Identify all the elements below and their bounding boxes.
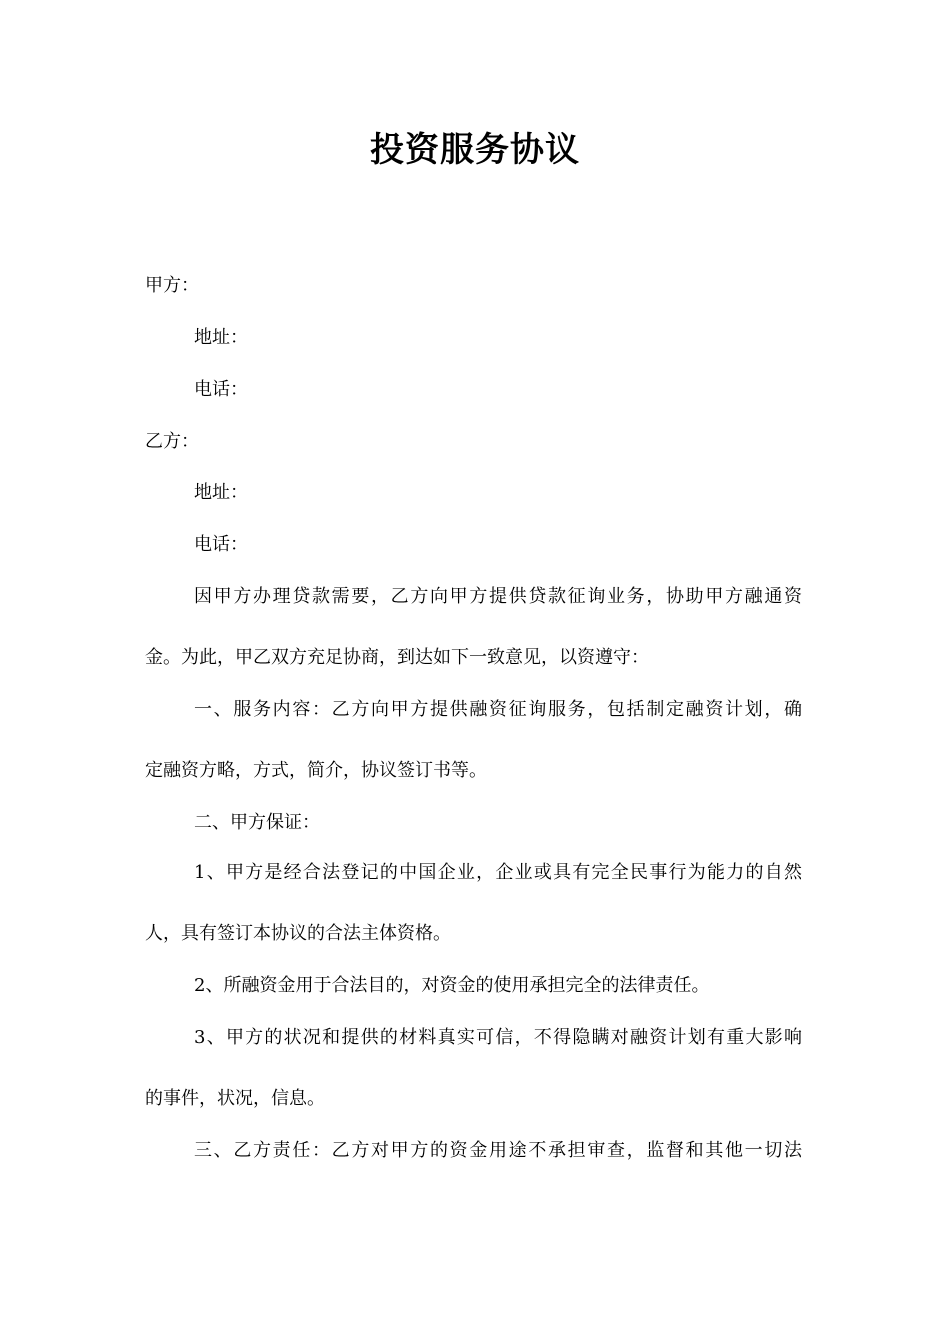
section-2-item-1-line-2: 人，具有签订本协议的合法主体资格。 bbox=[145, 923, 451, 944]
section-3-line-1: 三、乙方责任：乙方对甲方的资金用途不承担审查，监督和其他一切法 bbox=[194, 1140, 802, 1161]
party-a-label: 甲方： bbox=[145, 275, 199, 296]
section-2-item-3-line-2: 的事件，状况，信息。 bbox=[145, 1088, 325, 1109]
document-title: 投资服务协议 bbox=[370, 130, 580, 170]
section-2-item-3-line-1: 3、甲方的状况和提供的材料真实可信，不得隐瞒对融资计划有重大影响 bbox=[194, 1027, 802, 1048]
section-2-item-2: 2、所融资金用于合法目的，对资金的使用承担完全的法律责任。 bbox=[194, 975, 710, 996]
party-b-address: 地址： bbox=[194, 482, 248, 503]
party-a-phone: 电话： bbox=[194, 379, 248, 400]
party-b-label: 乙方： bbox=[145, 431, 199, 452]
intro-paragraph-line-1: 因甲方办理贷款需要，乙方向甲方提供贷款征询业务，协助甲方融通资 bbox=[194, 586, 802, 607]
section-1-line-1: 一、服务内容：乙方向甲方提供融资征询服务，包括制定融资计划，确 bbox=[194, 699, 802, 720]
section-2-item-1-line-1: 1、甲方是经合法登记的中国企业，企业或具有完全民事行为能力的自然 bbox=[194, 862, 802, 883]
section-2-heading: 二、甲方保证： bbox=[194, 812, 320, 833]
party-a-address: 地址： bbox=[194, 327, 248, 348]
intro-paragraph-line-2: 金。为此，甲乙双方充足协商，到达如下一致意见，以资遵守： bbox=[145, 647, 649, 668]
party-b-phone: 电话： bbox=[194, 534, 248, 555]
section-1-line-2: 定融资方略，方式，简介，协议签订书等。 bbox=[145, 760, 487, 781]
